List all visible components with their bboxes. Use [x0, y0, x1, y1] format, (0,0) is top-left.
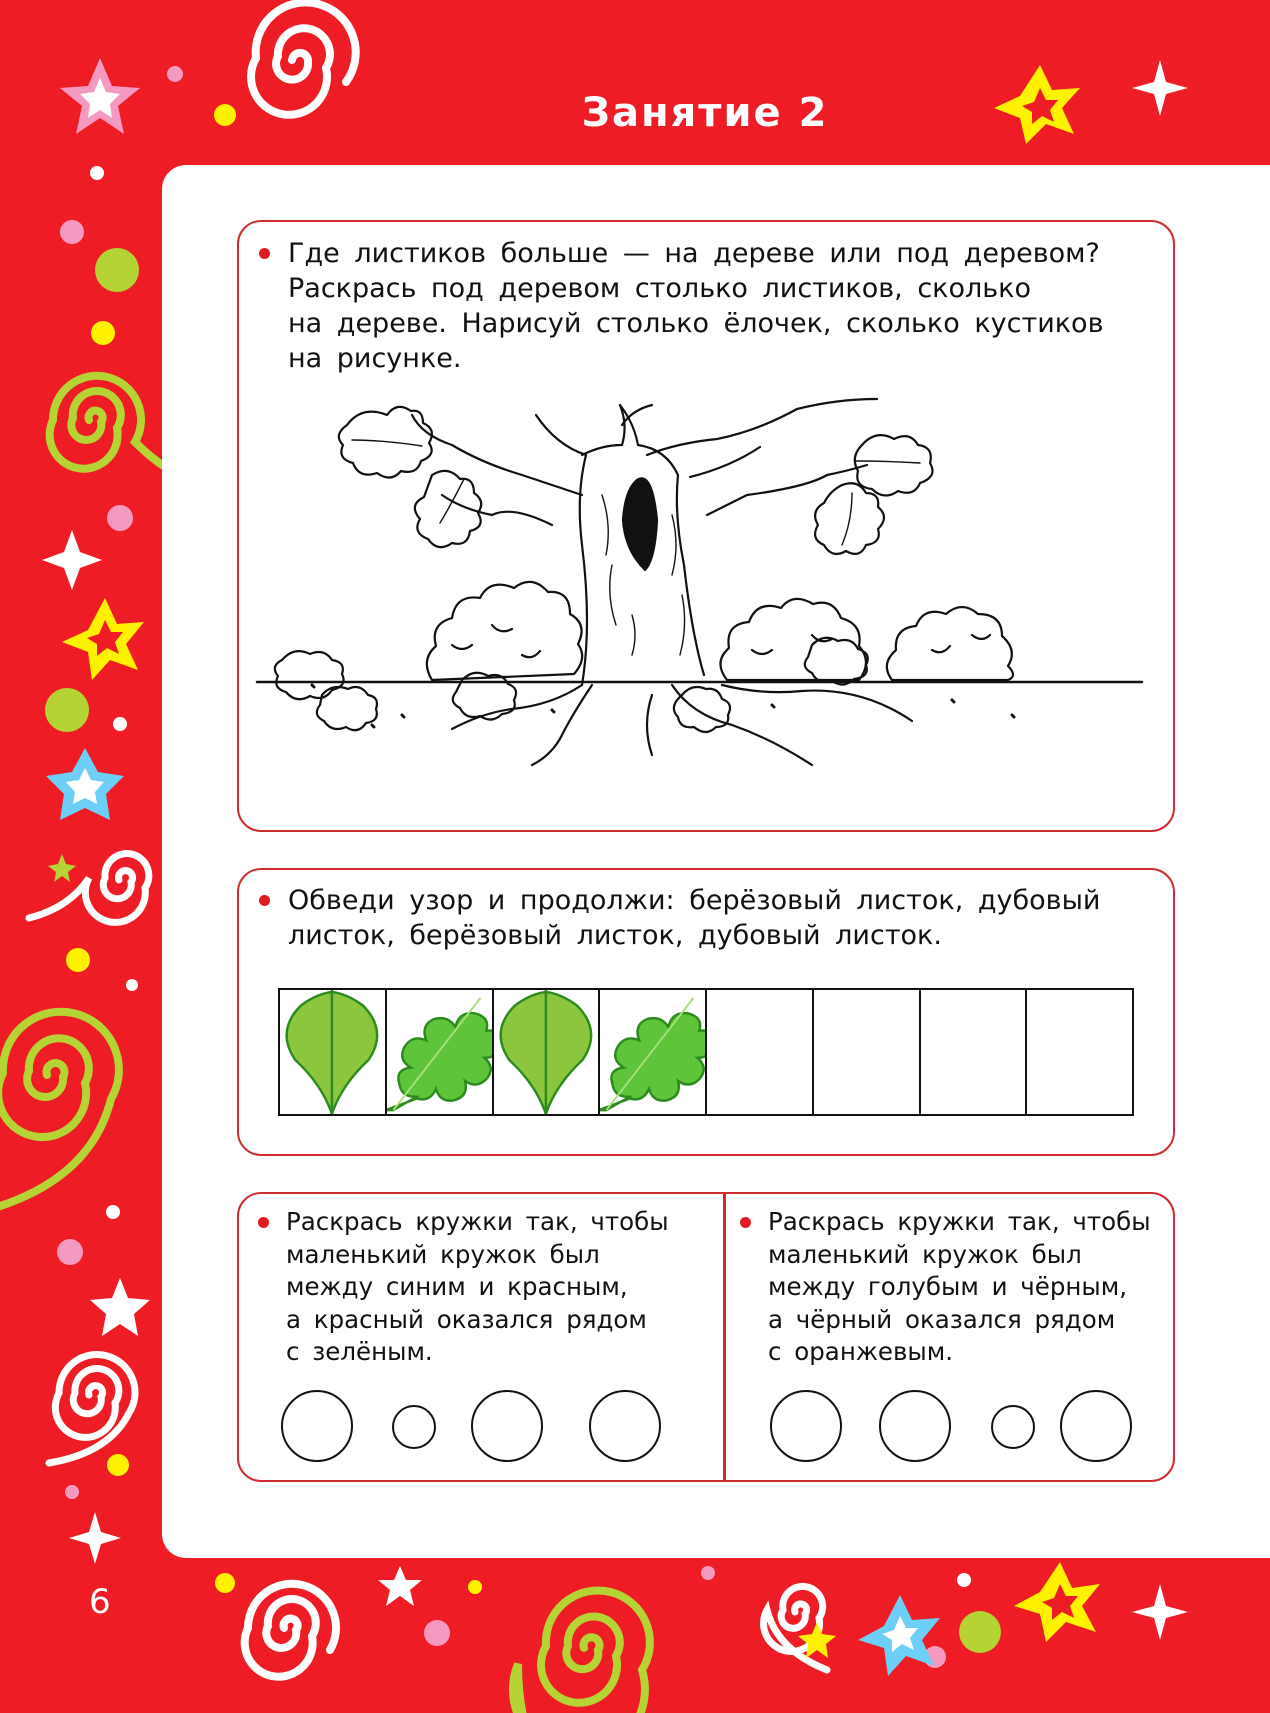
page-number: 6: [89, 1582, 111, 1622]
task-line: на рисунке.: [288, 343, 462, 374]
task-line: маленький кружок был: [286, 1239, 600, 1269]
oak-leaf: [674, 687, 730, 732]
oak-leaf: [453, 673, 516, 720]
task-instructions: [288, 236, 1103, 376]
bullet-icon: [258, 1217, 269, 1228]
tree-trunk: [536, 405, 704, 685]
colorable-circle-large[interactable]: [281, 1390, 353, 1462]
task-instructions-left: [286, 1206, 669, 1369]
task-line: а чёрный оказался рядом: [768, 1304, 1116, 1334]
task-line: с зелёным.: [286, 1337, 433, 1366]
pattern-cell-empty[interactable]: [814, 990, 921, 1114]
task-line: листок, берёзовый листок, дубовый листок.: [288, 920, 942, 951]
task-instructions-right: [768, 1206, 1151, 1369]
spiral-decoration: [29, 854, 149, 923]
task-line: с оранжевым.: [768, 1337, 954, 1366]
tree-hollow: [623, 478, 657, 570]
star-decoration: [48, 854, 76, 882]
oak-leaf: [275, 651, 344, 699]
colorable-circle-large[interactable]: [589, 1390, 661, 1462]
birch-leaf-icon: [494, 990, 599, 1114]
task-line: маленький кружок был: [768, 1239, 1082, 1269]
spiral-decoration: [245, 1584, 336, 1677]
task-line: Раскрась под деревом столько листиков, сколько: [288, 273, 1032, 304]
bullet-icon: [259, 248, 270, 259]
page-title: Занятие 2: [581, 90, 829, 136]
spiral-decoration: [513, 1590, 650, 1713]
leaf-pattern-strip: [278, 988, 1134, 1116]
task-line: Где листиков больше — на дереве или под деревом?: [288, 238, 1100, 269]
colorable-circle-large[interactable]: [770, 1390, 842, 1462]
task-line: между синим и красным,: [286, 1272, 628, 1301]
spiral-decoration: [0, 1012, 119, 1209]
bush: [887, 607, 1013, 680]
task-line: Обведи узор и продолжи: берёзовый листок, дубовый: [288, 885, 1101, 916]
colorable-circle-large[interactable]: [471, 1390, 543, 1462]
task-line: на дереве. Нарисуй столько ёлочек, сколько кустиков: [288, 308, 1104, 339]
pattern-cell-birch: [280, 990, 387, 1114]
sparkle-decoration: [69, 1512, 121, 1564]
task-line: Раскрась кружки так, чтобы: [286, 1207, 669, 1236]
bullet-icon: [740, 1217, 751, 1228]
pattern-cell-birch: [494, 990, 601, 1114]
pattern-cell-empty[interactable]: [921, 990, 1028, 1114]
colorable-circle-large[interactable]: [879, 1390, 951, 1462]
oak-leaf: [317, 687, 377, 730]
oak-leaf-icon: [600, 990, 705, 1114]
task-line: между голубым и чёрным,: [768, 1272, 1128, 1301]
sparkle-decoration: [1132, 1584, 1188, 1640]
colorable-circle-large[interactable]: [1060, 1390, 1132, 1462]
sparkle-decoration: [42, 530, 102, 590]
pattern-cell-empty[interactable]: [707, 990, 814, 1114]
spiral-decoration: [49, 1355, 135, 1463]
oak-leaf-icon: [387, 990, 492, 1114]
colorable-circle-small[interactable]: [392, 1405, 436, 1449]
bullet-icon: [259, 895, 270, 906]
pattern-cell-empty[interactable]: [1027, 990, 1132, 1114]
task-line: Раскрась кружки так, чтобы: [768, 1207, 1151, 1236]
pattern-cell-oak: [600, 990, 707, 1114]
birch-leaf-icon: [280, 990, 385, 1114]
task-line: а красный оказался рядом: [286, 1304, 647, 1334]
pattern-cell-oak: [387, 990, 494, 1114]
task-instructions: [288, 883, 1100, 953]
star-decoration: [378, 1566, 422, 1606]
card-divider: [723, 1192, 726, 1482]
star-decoration: [90, 1278, 150, 1336]
colorable-circle-small[interactable]: [991, 1405, 1035, 1449]
tree-illustration: [252, 395, 1152, 800]
